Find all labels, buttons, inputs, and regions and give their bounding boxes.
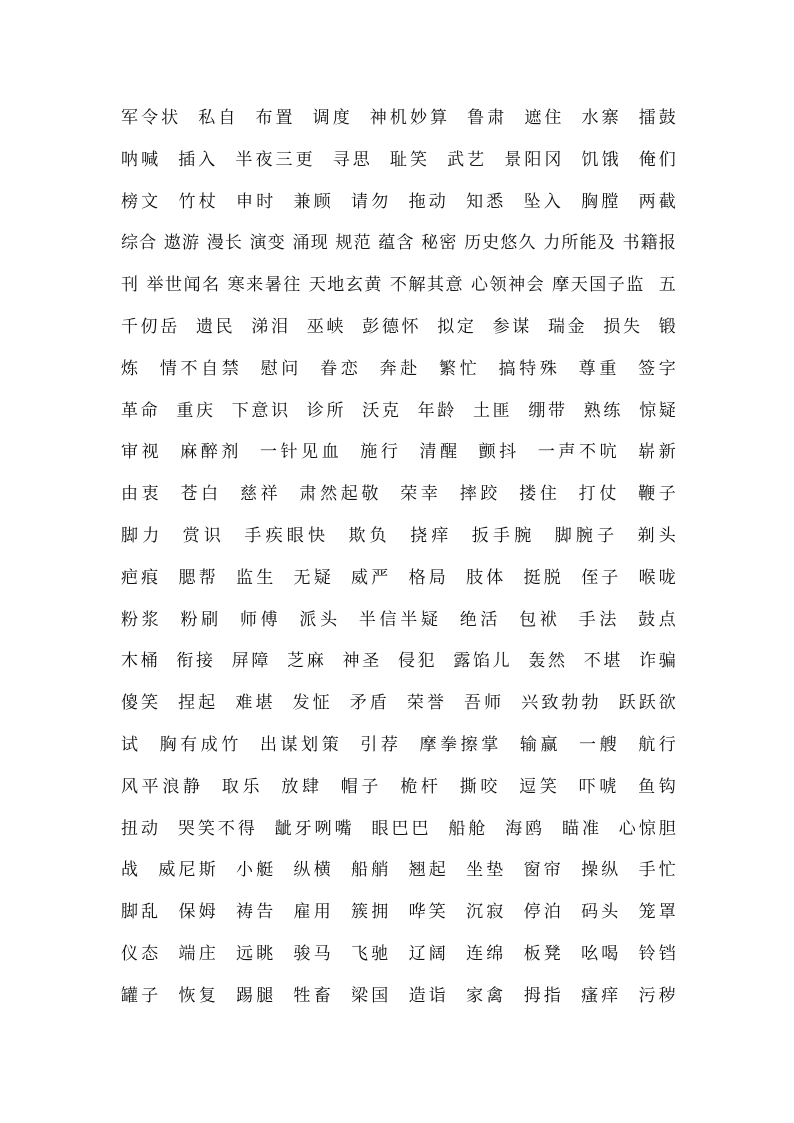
text-line-22: 罐子 恢复 踢腿 牲畜 梁国 造诣 家禽 拇指 瘙痒 污秽 bbox=[121, 985, 676, 1006]
text-line-7: 炼 情不自禁 慰问 眷恋 奔赴 繁忙 搞特殊 尊重 签字 bbox=[121, 358, 676, 379]
text-line-13: 粉浆 粉刷 师傅 派头 半信半疑 绝活 包袱 手法 鼓点 bbox=[121, 609, 676, 630]
text-line-18: 扭动 哭笑不得 龇牙咧嘴 眼巴巴 船舱 海鸥 瞄准 心惊胆 bbox=[121, 818, 676, 839]
text-line-20: 脚乱 保姆 祷告 雇用 簇拥 哗笑 沉寂 停泊 码头 笼罩 bbox=[121, 902, 676, 923]
text-line-1: 军令状 私自 布置 调度 神机妙算 鲁肃 遮住 水寨 擂鼓 bbox=[121, 108, 676, 128]
text-line-10: 由衷 苍白 慈祥 肃然起敬 荣幸 摔跤 搂住 打仗 鞭子 bbox=[121, 484, 676, 505]
text-line-6: 千仞岳 遗民 涕泪 巫峡 彭德怀 拟定 参谋 瑞金 损失 锻 bbox=[121, 316, 676, 337]
text-line-15: 傻笑 捏起 难堪 发怔 矛盾 荣誉 吾师 兴致勃勃 跃跃欲 bbox=[121, 693, 676, 714]
text-line-8: 革命 重庆 下意识 诊所 沃克 年龄 土匪 绷带 熟练 惊疑 bbox=[121, 400, 676, 421]
text-line-4: 综合 遨游 漫长 演变 涌现 规范 蕴含 秘密 历史悠久 力所能及 书籍报 bbox=[121, 233, 676, 254]
text-line-12: 疤痕 腮帮 监生 无疑 威严 格局 肢体 挺脱 侄子 喉咙 bbox=[121, 567, 676, 588]
text-line-17: 风平浪静 取乐 放肆 帽子 桅杆 撕咬 逗笑 吓唬 鱼钩 bbox=[121, 776, 676, 797]
vocabulary-word-list bbox=[121, 98, 676, 1018]
text-line-3: 榜文 竹杖 申时 兼顾 请勿 拖动 知悉 坠入 胸膛 两截 bbox=[121, 191, 676, 212]
text-line-16: 试 胸有成竹 出谋划策 引荐 摩拳擦掌 输赢 一艘 航行 bbox=[121, 734, 676, 755]
text-line-9: 审视 麻醉剂 一针见血 施行 清醒 颤抖 一声不吭 崭新 bbox=[121, 442, 676, 463]
text-line-2: 呐喊 插入 半夜三更 寻思 耻笑 武艺 景阳冈 饥饿 俺们 bbox=[121, 149, 676, 170]
text-line-21: 仪态 端庄 远眺 骏马 飞驰 辽阔 连绵 板凳 吆喝 铃铛 bbox=[121, 943, 676, 964]
text-line-14: 木桶 衔接 屏障 芝麻 神圣 侵犯 露馅儿 轰然 不堪 诈骗 bbox=[121, 651, 676, 672]
text-line-5: 刊 举世闻名 寒来暑往 天地玄黄 不解其意 心领神会 摩天国子监 五 bbox=[121, 275, 676, 296]
text-line-11: 脚力 赏识 手疾眼快 欺负 挠痒 扳手腕 脚腕子 剃头 bbox=[121, 525, 676, 546]
text-line-19: 战 威尼斯 小艇 纵横 船艄 翘起 坐垫 窗帘 操纵 手忙 bbox=[121, 860, 676, 881]
